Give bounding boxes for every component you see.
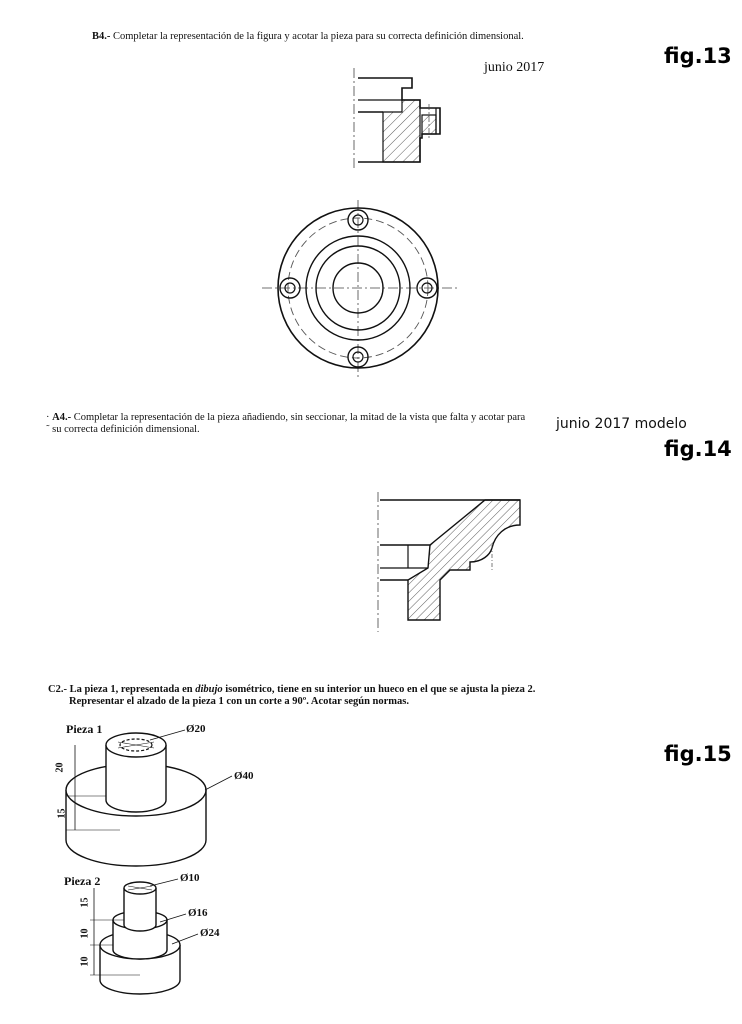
- pieza1-dim-d20: Ø20: [186, 723, 206, 735]
- pieza2-dim-d10: Ø10: [180, 872, 200, 884]
- fig15-line1: C2.- La pieza 1, representada en dibujo isométrico, tiene en su interior un hueco en el que se ajusta la pieza 2.: [48, 684, 536, 695]
- fig15-line2: Representar el alzado de la pieza 1 con un corte a 90º. Acotar según normas.: [69, 696, 410, 707]
- fig14-date: junio 2017 modelo: [556, 416, 687, 432]
- fig13-date: junio 2017: [484, 60, 545, 75]
- fig14-line1: · A4.- Completar la representación de la pieza añadiendo, sin seccionar, la mitad de la vista que falta y acotar para: [46, 412, 526, 423]
- pieza2-dim-10b: 10: [79, 956, 91, 967]
- pieza2-dim-10a: 10: [79, 928, 91, 939]
- pieza2-dim-d24: Ø24: [200, 927, 220, 939]
- fig14-label: fig.14: [664, 437, 732, 461]
- pieza2-title: Pieza 2: [64, 874, 101, 888]
- fig15-problem-id: C2.-: [48, 684, 67, 695]
- pieza1-dim-d40: Ø40: [234, 770, 254, 782]
- fig13-problem-id: B4.-: [92, 31, 111, 42]
- pieza2-dim-15: 15: [79, 897, 91, 908]
- pieza1-title: Pieza 1: [66, 722, 103, 736]
- fig15-label: fig.15: [664, 742, 732, 766]
- pieza2-dim-d16: Ø16: [188, 907, 208, 919]
- fig14-problem-id: A4.-: [52, 412, 72, 423]
- fig13-label: fig.13: [664, 44, 732, 68]
- pieza1-dim-20: 20: [54, 762, 66, 773]
- fig13-problem-text: Completar la representación de la figura y acotar la pieza para su correcta definición dimensional.: [110, 31, 524, 42]
- fig14-line2: ˜ su correcta definición dimensional.: [46, 424, 200, 435]
- pieza1-dim-15: 15: [56, 808, 68, 819]
